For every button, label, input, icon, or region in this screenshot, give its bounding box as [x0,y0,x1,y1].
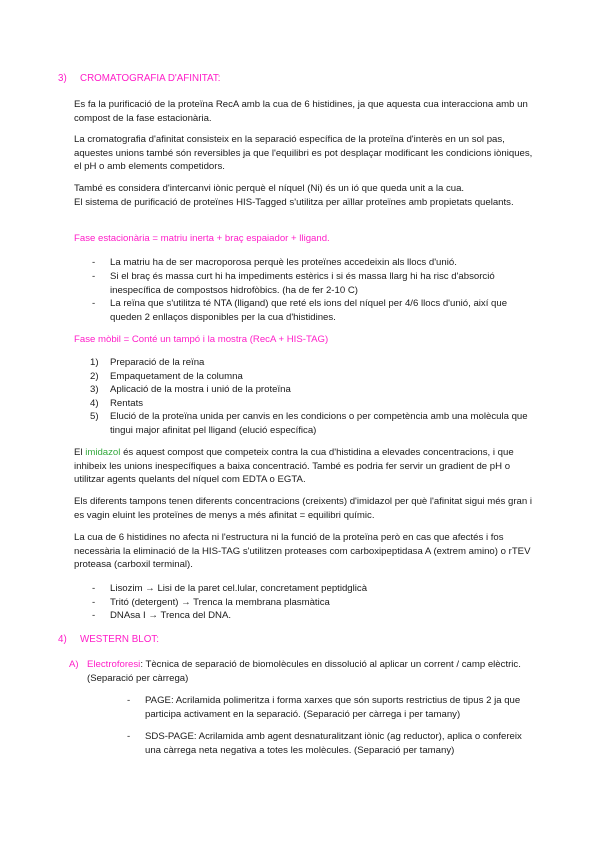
list-item-reina: La reïna que s'utilitza té NTA (lligand) que reté els ions del níquel per 4/6 llocs d'unió, així que queden 2 enllaços disponibles per la cua d'histidines. [110,298,508,323]
section-4-number: 4) [58,634,67,645]
step-text: Rentats [110,398,144,409]
dash-bullet: - [92,610,96,621]
paragraph-reca: Es fa la purificació de la proteïna RecA amb la cua de 6 histidines, ja que aquesta cua interacciona amb un compost de la fase estacionària. [74,99,528,124]
fase-mobil-heading: Fase mòbil = Conté un tampó i la mostra (RecA + HIS-TAG) [74,334,329,345]
paragraph-cua-histidines: La cua de 6 histidines no afecta ni l'estructura ni la funció de la proteïna però en cas que afectés i fos necessària la eliminació de la HIS-TAG s'utilitzen proteases com carboxipeptidasa A (extrem amino) o rTEV proteasa (carboxil terminal). [74,532,531,571]
section-3-number: 3) [58,73,67,84]
dash-bullet: - [127,695,131,706]
list-item-page: PAGE: Acrilamida polimeritza i forma xarxes que són suports restrictius de tipus 2 ja que participa activament en la separació. (Separació per càrrega i per tamany) [145,695,521,720]
dash-bullet: - [92,298,96,309]
sub-a-letter: A) [69,659,79,670]
section-3-heading [58,72,221,86]
dash-bullet: - [92,583,96,594]
list-item-sds-page: SDS-PAGE: Acrilamida amb agent desnaturalitzant iònic (ag reductor), aplica o confereix una càrrega neta negativa a totes les molècules. (Separació per tamany) [145,731,522,756]
dash-bullet: - [127,731,131,742]
paragraph-cromatografia: La cromatografia d'afinitat consisteix en la separació específica de la proteïna d'interès en un sol pas, aquestes unions també són reversibles ja que l'equilibri es pot desplaçar modificant les condicions iòniques, el pH o amb elements competidors. [74,134,533,173]
dash-bullet: - [92,271,96,282]
fase-estacionaria-heading: Fase estacionària = matriu inerta + braç espaiador + lligand. [74,233,330,244]
dash-bullet: - [92,597,96,608]
list-item-matriu: La matriu ha de ser macroporosa perquè les proteïnes accedeixin als llocs d'unió. [110,257,457,268]
step-number: 2) [90,371,99,382]
step-number: 5) [90,411,99,422]
step-number: 1) [90,357,99,368]
list-item-brac: Si el braç és massa curt hi ha impediments estèrics i si és massa llarg hi ha risc d'absorció inespecífica de compostsos hidrofòbics. (ha de fer 2-10 C) [110,271,495,296]
paragraph-imidazol [74,446,536,487]
paragraph-intercanvi: També es considera d'intercanvi iònic perquè el níquel (Ni) és un ió que queda unit a la cua. [74,183,465,194]
step-text: Aplicació de la mostra i unió de la proteïna [110,384,291,395]
section-4-title: WESTERN BLOT: [80,634,159,645]
list-item-dnasa: DNAsa I → Trenca del DNA. [110,610,232,621]
dash-bullet: - [92,257,96,268]
sub-a-electroforesi [87,658,535,685]
step-text: Preparació de la reïna [110,357,205,368]
step-number: 3) [90,384,99,395]
list-item-lisozim: Lisozim → Lisi de la paret cel.lular, concretament peptidglicà [110,583,368,594]
imidazol-body: és aquest compost que competeix contra la cua d'histidina a elevades concentracions, i que inhibeix les unions inespecífiques a baixa concentració. També es podria fer servir un gradient de pH o utilitzar agents quelants del níquel com EDTA o EGTA. [74,447,514,486]
list-item-trito: Tritó (detergent) → Trenca la membrana plasmàtica [110,597,330,608]
electroforesi-text: : Tècnica de separació de biomolècules en dissolució al aplicar un corrent / camp elèctric. (Separació per càrrega) [87,659,521,684]
electroforesi-term: Electroforesi [87,659,141,670]
step-number: 4) [90,398,99,409]
paragraph-his-tagged: El sistema de purificació de proteïnes HIS-Tagged s'utilitza per aïllar proteïnes amb propietats quelants. [74,197,514,208]
step-text: Empaquetament de la columna [110,371,243,382]
step-text: Elució de la proteïna unida per canvis en les condicions o per competència amb una molècula que tingui major afinitat pel lligand (elució específica) [110,411,528,436]
section-3-title: CROMATOGRAFIA D'AFINITAT: [80,73,221,84]
imidazol-term: imidazol [85,447,121,458]
paragraph-tampons: Els diferents tampons tenen diferents concentracions (creixents) d'imidazol per què l'afinitat sigui més gran i es vagin eluint les proteïnes de menys a més afinitat = equilibri químic. [74,496,532,521]
section-4-heading [58,633,159,647]
imidazol-prefix: El [74,447,86,458]
